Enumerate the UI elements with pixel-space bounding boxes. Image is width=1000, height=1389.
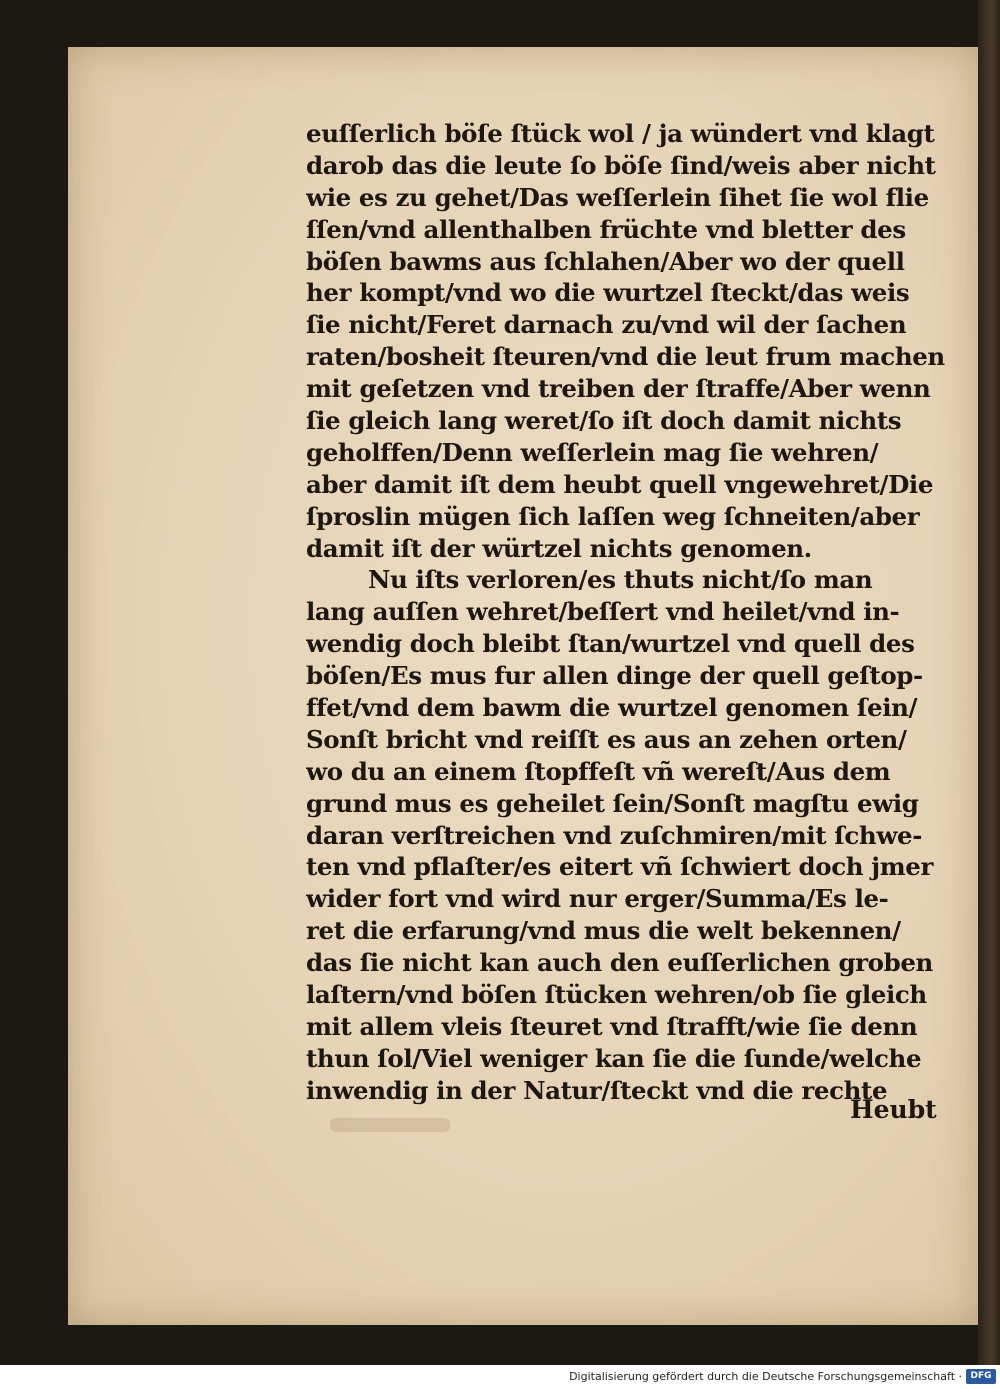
text-line: böſen bawms aus ſchlahen/Aber wo der quell <box>306 246 905 276</box>
catchword: Heubt <box>850 1095 937 1124</box>
dfg-logo-icon: DFG <box>966 1369 996 1384</box>
text-line: ret die erfarung/vnd mus die welt bekennen/ <box>306 916 901 946</box>
text-line: wendig doch bleibt ſtan/wurtzel vnd quell des <box>306 629 915 659</box>
show-through-smudge <box>330 1118 450 1132</box>
text-line: ſproslin mügen ſich laſſen weg ſchneiten/aber <box>306 501 920 531</box>
text-line: das ſie nicht kan auch den euſſerlichen groben <box>306 948 933 978</box>
text-line: grund mus es geheilet ſein/Sonſt magſtu ewig <box>306 788 919 818</box>
text-line: wie es zu gehet/Das weſſerlein ſihet ſie wol flie <box>306 182 929 212</box>
text-line: ffet/vnd dem bawm die wurtzel genomen ſein/ <box>306 693 918 723</box>
text-line: wo du an einem ſtopffeſt vñ wereſt/Aus dem <box>306 756 891 786</box>
text-line: lang auſſen wehret/beſſert vnd heilet/vnd in- <box>306 597 900 627</box>
text-line: thun ſol/Viel weniger kan ſie die ſunde/welche <box>306 1043 922 1073</box>
text-line: aber damit iſt dem heubt quell vngewehret/Die <box>306 469 934 499</box>
text-line: mit allem vleis ſteuret vnd ſtrafft/wie ſie denn <box>306 1011 918 1041</box>
text-line: euſſerlich böſe ſtück wol / ja wündert vnd klagt <box>306 119 935 148</box>
text-line: daran verſtreichen vnd zuſchmiren/mit ſchwe- <box>306 820 922 850</box>
text-line: wider fort vnd wird nur erger/Summa/Es le- <box>306 884 889 914</box>
text-line: darob das die leute ſo böſe ſind/weis aber nicht <box>306 150 936 180</box>
text-line: geholffen/Denn weſſerlein mag ſie wehren/ <box>306 437 879 467</box>
text-line: ſie gleich lang weret/ſo iſt doch damit nichts <box>306 406 902 436</box>
page-text <box>306 118 954 1107</box>
funding-credit: Digitalisierung gefördert durch die Deutsche Forschungsgemeinschaft · <box>569 1370 962 1383</box>
text-line: Sonſt bricht vnd reiſſt es aus an zehen orten/ <box>306 724 907 754</box>
paragraph-start-line: Nu iſts verloren/es thuts nicht/ſo man <box>368 565 873 595</box>
text-line: mit geſetzen vnd treiben der ſtraffe/Aber wenn <box>306 374 931 404</box>
book-board-edge <box>978 0 1000 1365</box>
text-line: ſſen/vnd allenthalben früchte vnd bletter des <box>306 214 906 244</box>
text-line: ten vnd pflaſter/es eitert vñ ſchwiert doch jmer <box>306 852 933 882</box>
text-line: raten/bosheit ſteuren/vnd die leut frum machen <box>306 342 945 372</box>
footer-bar <box>0 1365 1000 1389</box>
text-line: ſie nicht/Feret darnach zu/vnd wil der ſachen <box>306 310 907 340</box>
text-line: böſen/Es mus fur allen dinge der quell geſtop- <box>306 661 923 691</box>
text-line: inwendig in der Natur/ſteckt vnd die rechte <box>306 1075 888 1105</box>
text-line: damit iſt der würtzel nichts genomen. <box>306 533 812 563</box>
text-line: laſtern/vnd böſen ſtücken wehren/ob ſie gleich <box>306 980 927 1010</box>
text-line: her kompt/vnd wo die wurtzel ſteckt/das weis <box>306 278 910 308</box>
